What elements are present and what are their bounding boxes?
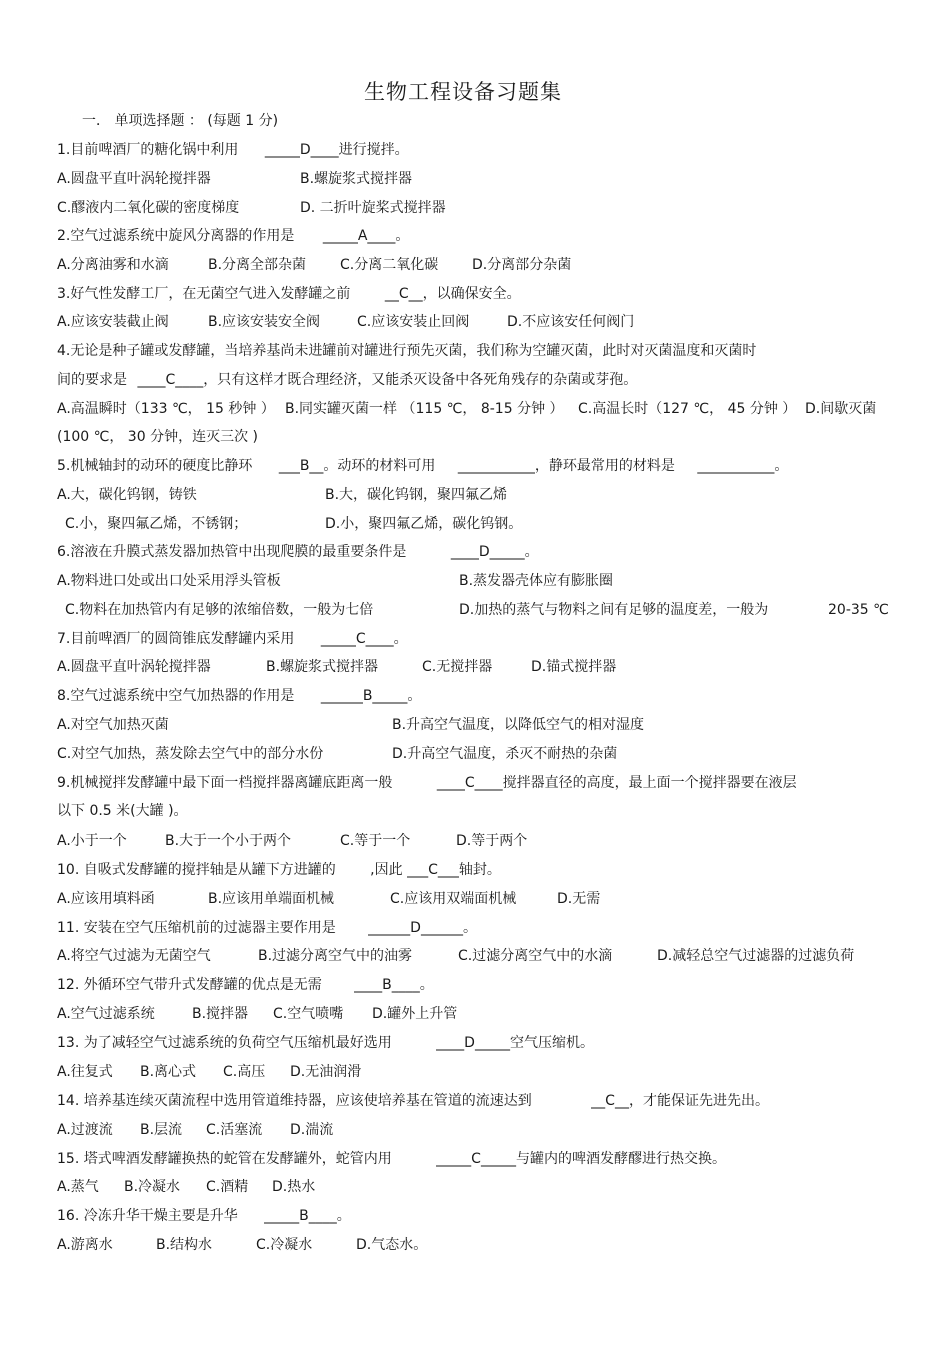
question-16: [57, 1207, 351, 1225]
option-c: C.高压: [223, 1064, 266, 1080]
question-1: [57, 141, 409, 159]
option-a: A.往复式: [57, 1064, 113, 1080]
option-c: C.活塞流: [206, 1122, 263, 1138]
question-stem: 与罐内的啤酒发酵醪进行热交换。: [515, 1151, 726, 1167]
question-stem: ，以确保安全。: [422, 286, 521, 302]
option-a: A.物料进口处或出口处采用浮头管板: [57, 573, 281, 589]
option-c: C.冷凝水: [256, 1237, 313, 1253]
option-b: B.升高空气温度，以降低空气的相对湿度: [392, 717, 645, 733]
question-10: [57, 861, 501, 879]
option-b: B.大，碳化钨钢，聚四氟乙烯: [325, 487, 508, 503]
answer-blank: ___C___: [407, 862, 459, 878]
option-c: C.酒精: [206, 1179, 249, 1195]
option-d: D.分离部分杂菌: [472, 257, 572, 273]
option-c: C.物料在加热管内有足够的浓缩倍数，一般为七倍: [65, 602, 374, 618]
option-d: D.无油润滑: [290, 1064, 362, 1080]
option-b: B.蒸发器壳体应有膨胀圈: [459, 573, 614, 589]
question-9: [57, 774, 797, 792]
answer-blank: ____D_____: [436, 1035, 510, 1051]
option-c: C.应该安装止回阀: [357, 314, 470, 330]
question-15: [57, 1150, 726, 1168]
option-d: D.减轻总空气过滤器的过滤负荷: [657, 948, 855, 964]
option-d: D. 二折叶旋桨式搅拌器: [300, 200, 446, 216]
option-a: A.圆盘平直叶涡轮搅拌器: [57, 659, 211, 675]
option-d: D.热水: [272, 1179, 316, 1195]
question-stem: 8.空气过滤系统中空气加热器的作用是: [57, 688, 295, 704]
answer-blank: _____C_____: [436, 1151, 516, 1167]
option-b: B.层流: [140, 1122, 183, 1138]
question-stem: 。动环的材料可用: [323, 458, 436, 474]
option-d: D.不应该安任何阀门: [507, 314, 635, 330]
question-9-line-2: 以下 0.5 米(大罐 )。: [57, 803, 188, 819]
question-stem: 。: [462, 920, 477, 936]
option-b: B.搅拌器: [192, 1006, 249, 1022]
option-c: C.小，聚四氟乙烯，不锈钢；: [65, 516, 248, 532]
question-7: [57, 630, 408, 648]
answer-blank: __C__: [591, 1093, 629, 1109]
answer-blank: ______D______: [368, 920, 463, 936]
option-d: D.湍流: [290, 1122, 334, 1138]
option-a: A.空气过滤系统: [57, 1006, 155, 1022]
question-stem: 10. 自吸式发酵罐的搅拌轴是从罐下方进罐的: [57, 862, 336, 878]
option-c: C.对空气加热，蒸发除去空气中的部分水份: [57, 746, 324, 762]
option-d-continued: (100 ℃， 30 分钟，连灭三次 ): [57, 429, 258, 445]
question-stem: 13. 为了减轻空气过滤系统的负荷空气压缩机最好选用: [57, 1035, 392, 1051]
question-stem: 。: [774, 458, 789, 474]
question-6: [57, 543, 539, 561]
question-8: [57, 687, 421, 705]
question-stem: 进行搅拌。: [338, 142, 409, 158]
option-c: C.高温长时（127 ℃， 45 分钟 ）: [578, 401, 797, 417]
option-d: D.罐外上升管: [372, 1006, 458, 1022]
question-stem: ，只有这样才既合理经济，又能杀灭设备中各死角残存的杂菌或芽孢。: [203, 372, 638, 388]
question-stem: ，静环最常用的材料是: [534, 458, 675, 474]
option-a: A.应该用填料函: [57, 891, 155, 907]
option-c: C.等于一个: [340, 833, 411, 849]
question-stem: 空气压缩机。: [509, 1035, 594, 1051]
option-a: A.分离油雾和水滴: [57, 257, 169, 273]
question-14: [57, 1092, 769, 1110]
question-3: [57, 285, 521, 303]
answer-blank: _____B____: [264, 1208, 337, 1224]
question-11: [57, 919, 477, 937]
question-stem: 1.目前啤酒厂的糖化锅中利用: [57, 142, 239, 158]
option-a: A.过渡流: [57, 1122, 113, 1138]
question-stem: 14. 培养基连续灭菌流程中选用管道维持器，应该使培养基在管道的流速达到: [57, 1093, 532, 1109]
answer-blank: ____D_____: [450, 544, 525, 560]
question-5: [57, 457, 788, 475]
question-2: [57, 227, 409, 245]
question-stem: 。: [524, 544, 539, 560]
answer-blank: ____B____: [354, 977, 420, 993]
option-d: D.等于两个: [456, 833, 528, 849]
option-c: C.分离二氧化碳: [340, 257, 439, 273]
option-d: D.加热的蒸气与物料之间有足够的温度差，一般为: [459, 602, 769, 618]
question-stem: 间的要求是: [57, 372, 127, 388]
question-stem: 9.机械搅拌发酵罐中最下面一档搅拌器离罐底距离一般: [57, 775, 393, 791]
option-d: D.小，聚四氟乙烯，碳化钨钢。: [325, 516, 523, 532]
option-a: A.圆盘平直叶涡轮搅拌器: [57, 171, 211, 187]
question-13: [57, 1034, 594, 1052]
option-c: C.过滤分离空气中的水滴: [458, 948, 613, 964]
answer-blank: _____A____: [322, 228, 396, 244]
option-b: B.过滤分离空气中的油雾: [258, 948, 413, 964]
answer-blank: _____C____: [320, 631, 394, 647]
option-c: C.空气喷嘴: [273, 1006, 344, 1022]
question-4-line-2: [57, 371, 637, 389]
question-stem: 。: [393, 631, 408, 647]
answer-blank: ___B__: [278, 458, 324, 474]
option-b: B.螺旋浆式搅拌器: [266, 659, 379, 675]
option-b: B.同实罐灭菌一样 （115 ℃， 8-15 分钟 ）: [285, 401, 564, 417]
option-b: B.应该安装安全阀: [208, 314, 321, 330]
question-stem: 7.目前啤酒厂的圆筒锥底发酵罐内采用: [57, 631, 295, 647]
question-4-line-1: 4.无论是种子罐或发酵罐，当培养基尚未进罐前对罐进行预先灭菌，我们称为空罐灭菌，此时对灭菌温度和灭菌时: [57, 343, 757, 359]
answer-blank: ____C____: [137, 372, 204, 388]
option-d-value: 20-35 ℃: [828, 602, 889, 618]
option-d: D.锚式搅拌器: [531, 659, 617, 675]
question-stem: 。: [336, 1208, 351, 1224]
option-a: A.高温瞬时（133 ℃， 15 秒钟 ）: [57, 401, 275, 417]
option-a: A.游离水: [57, 1237, 113, 1253]
page-title: 生物工程设备习题集: [364, 80, 562, 104]
question-stem: 搅拌器直径的高度，最上面一个搅拌器要在液层: [502, 775, 797, 791]
option-d: D.升高空气温度，杀灭不耐热的杂菌: [392, 746, 618, 762]
answer-blank: _____D____: [264, 142, 339, 158]
question-stem: ，才能保证先进先出。: [628, 1093, 769, 1109]
option-d: D.气态水。: [356, 1237, 428, 1253]
question-stem: 。: [395, 228, 410, 244]
answer-blank: ___________: [697, 458, 775, 474]
question-stem: 11. 安装在空气压缩机前的过滤器主要作用是: [57, 920, 336, 936]
question-stem: 。: [419, 977, 434, 993]
option-b: B.大于一个小于两个: [165, 833, 292, 849]
answer-blank: __C__: [384, 286, 423, 302]
question-stem: 轴封。: [458, 862, 501, 878]
answer-blank: ______B_____: [320, 688, 408, 704]
option-a: A.蒸气: [57, 1179, 99, 1195]
question-stem: 3.好气性发酵工厂，在无菌空气进入发酵罐之前: [57, 286, 351, 302]
question-12: [57, 976, 434, 994]
option-d: D.间歇灭菌: [805, 401, 877, 417]
question-stem: 5.机械轴封的动环的硬度比静环: [57, 458, 253, 474]
option-b: B.应该用单端面机械: [208, 891, 335, 907]
option-c: C.应该用双端面机械: [390, 891, 517, 907]
question-stem: 2.空气过滤系统中旋风分离器的作用是: [57, 228, 295, 244]
question-stem: 6.溶液在升膜式蒸发器加热管中出现爬膜的最重要条件是: [57, 544, 407, 560]
option-c: C.无搅拌器: [422, 659, 493, 675]
option-b: B.离心式: [140, 1064, 197, 1080]
option-d: D.无需: [557, 891, 601, 907]
option-a: A.对空气加热灭菌: [57, 717, 169, 733]
question-stem: 15. 塔式啤酒发酵罐换热的蛇管在发酵罐外，蛇管内用: [57, 1151, 392, 1167]
option-b: B.分离全部杂菌: [208, 257, 307, 273]
question-stem: 16. 冷冻升华干燥主要是升华: [57, 1208, 238, 1224]
option-a: A.将空气过滤为无菌空气: [57, 948, 211, 964]
answer-blank: ____C____: [436, 775, 503, 791]
answer-blank: ___________: [457, 458, 535, 474]
question-stem: ,因此: [370, 862, 403, 878]
question-stem: 。: [407, 688, 422, 704]
question-stem: 12. 外循环空气带升式发酵罐的优点是无需: [57, 977, 322, 993]
option-b: B.结构水: [156, 1237, 213, 1253]
option-b: B.冷凝水: [124, 1179, 181, 1195]
option-c: C.醪液内二氧化碳的密度梯度: [57, 200, 240, 216]
option-a: A.小于一个: [57, 833, 127, 849]
option-b: B.螺旋浆式搅拌器: [300, 171, 413, 187]
option-a: A.大，碳化钨钢，铸铁: [57, 487, 197, 503]
option-a: A.应该安装截止阀: [57, 314, 169, 330]
section-heading: 一． 单项选择题 ： (每题 1 分): [82, 113, 279, 129]
